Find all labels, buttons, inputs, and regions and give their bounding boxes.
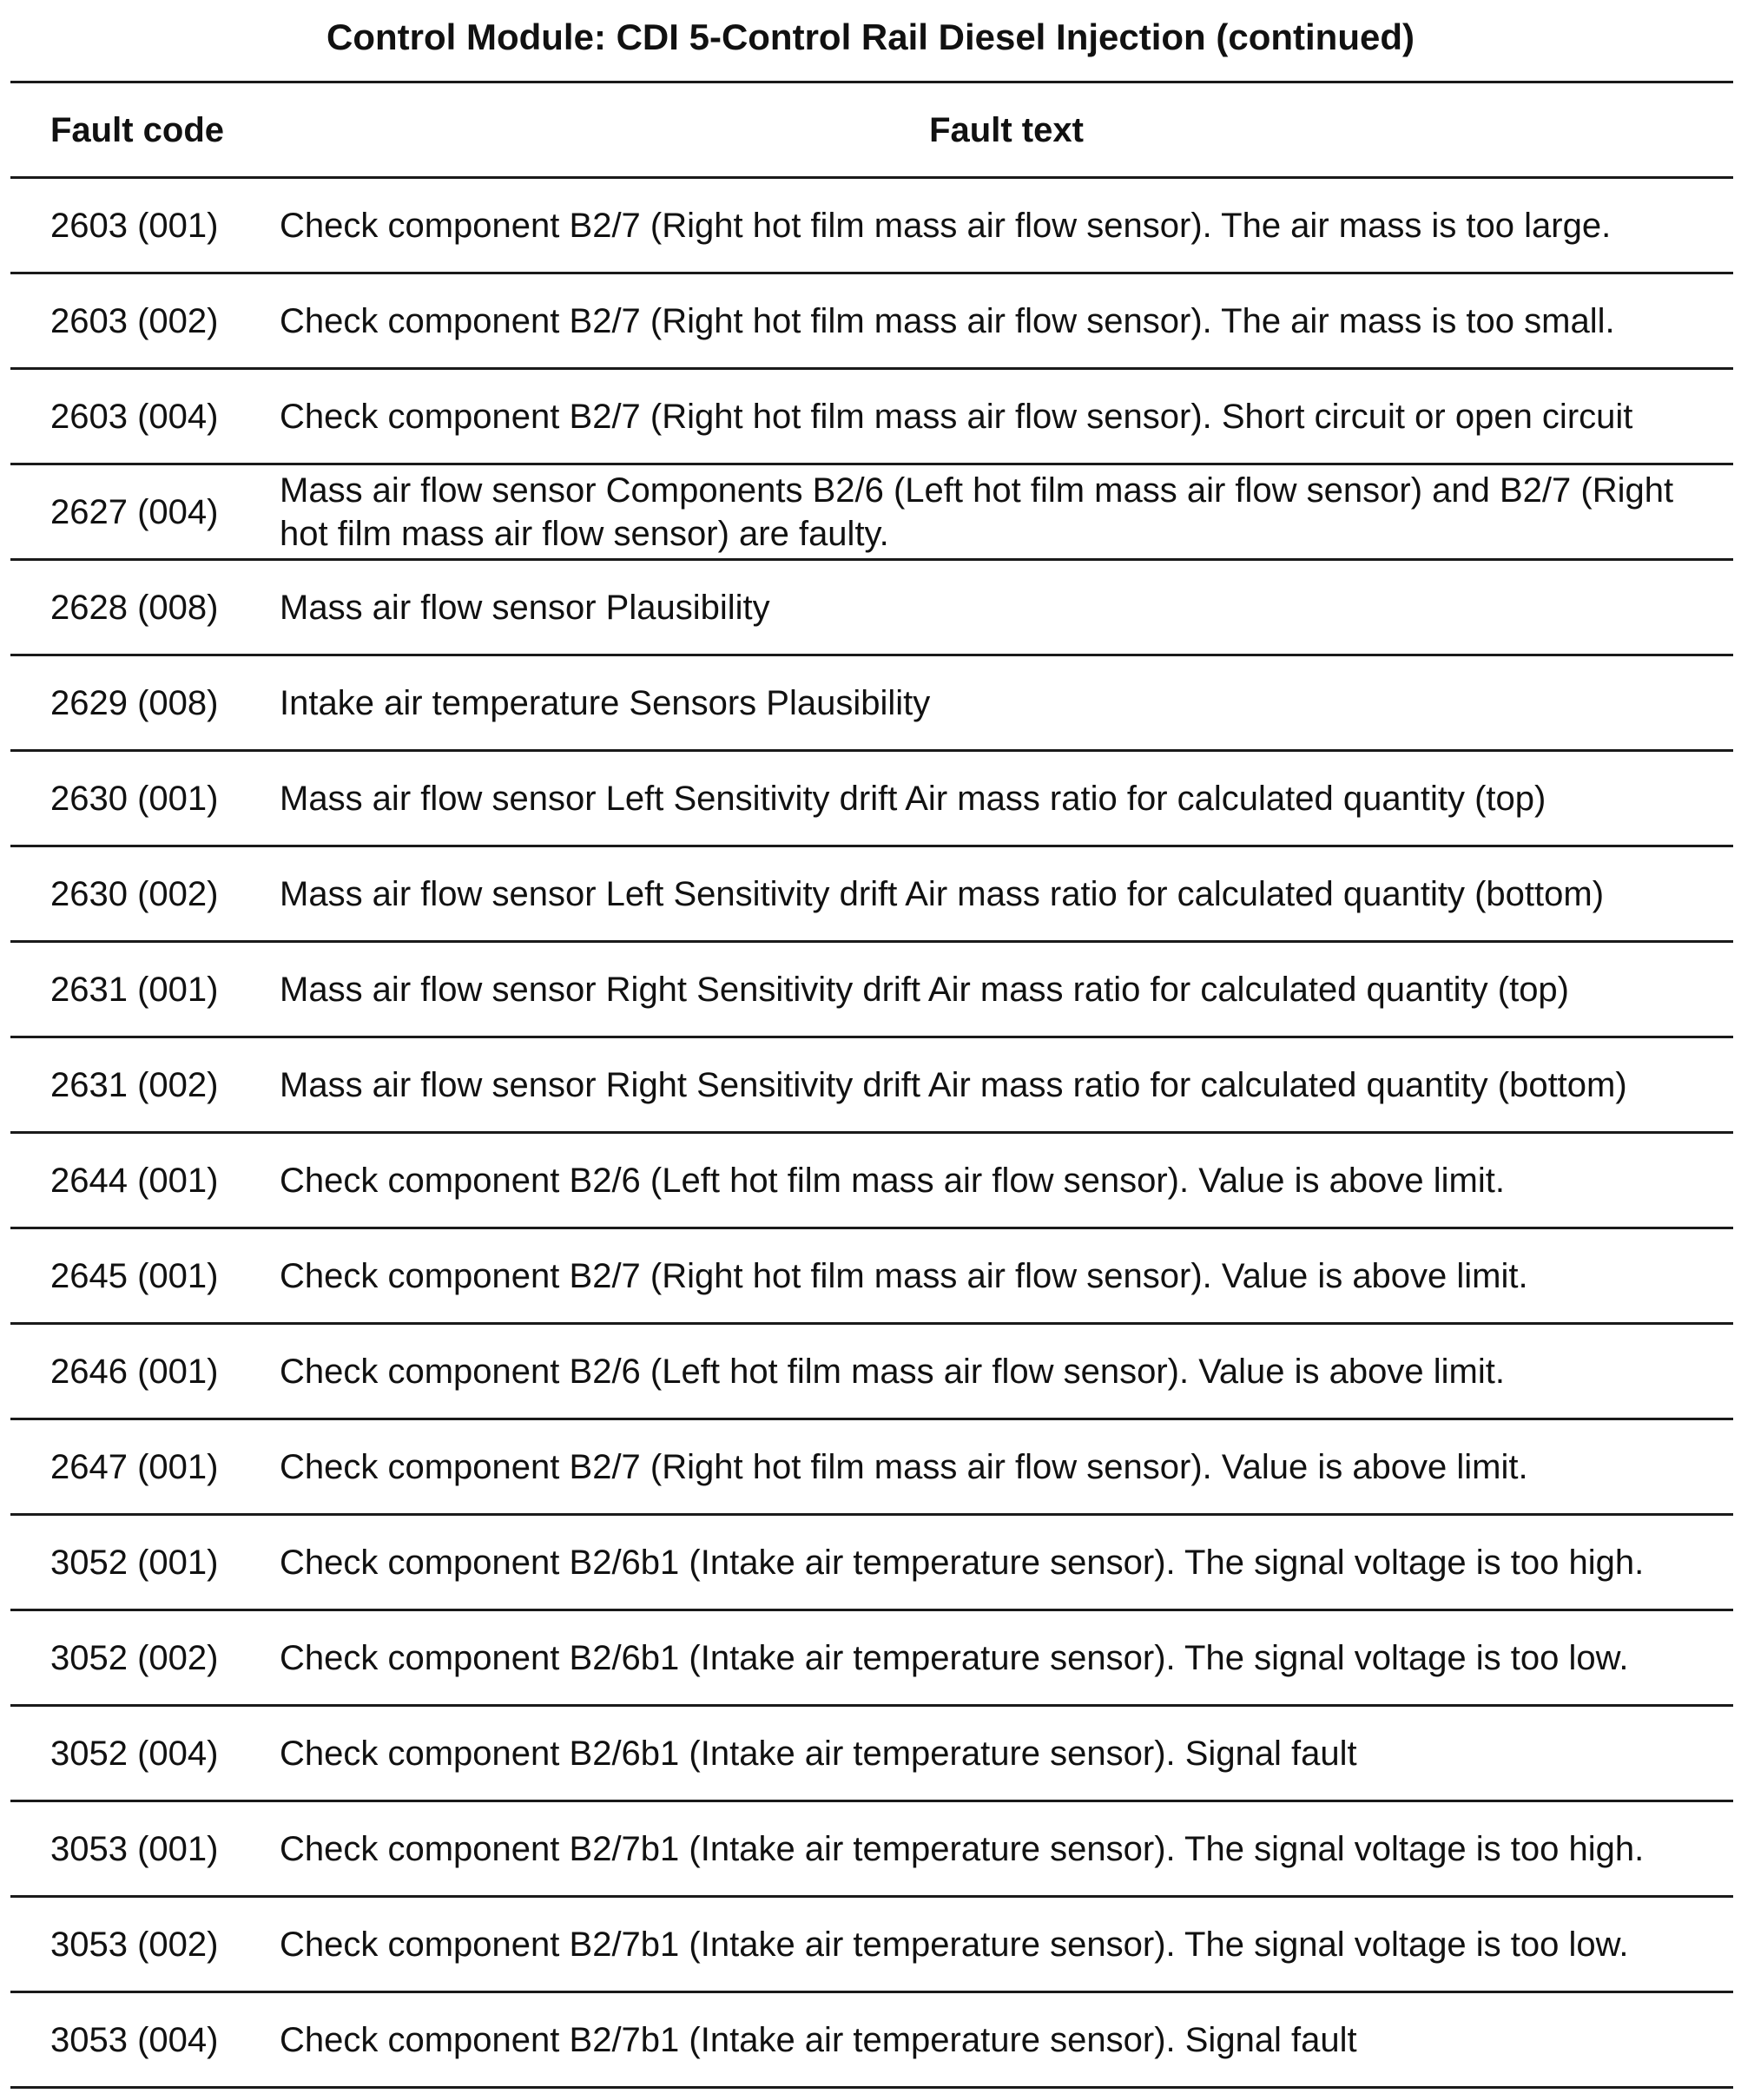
fault-code-cell: 2645 (001) xyxy=(50,1256,219,1295)
table-row xyxy=(10,1229,1733,1325)
table-row xyxy=(10,1611,1733,1707)
fault-code-cell: 3053 (002) xyxy=(50,1925,219,1964)
fault-code-cell: 2603 (004) xyxy=(50,397,219,436)
fault-code-cell: 2628 (008) xyxy=(50,588,219,627)
table-row xyxy=(10,656,1733,752)
table-row xyxy=(10,465,1733,561)
table-header-row xyxy=(10,83,1733,179)
fault-code-cell: 3052 (002) xyxy=(50,1638,219,1677)
fault-code-cell: 2629 (008) xyxy=(50,683,219,722)
fault-code-cell: 2631 (002) xyxy=(50,1065,219,1104)
fault-text-cell: Check component B2/7 (Right hot film mass air flow sensor). The air mass is too small. xyxy=(280,301,1615,340)
fault-code-cell: 2630 (002) xyxy=(50,874,219,913)
table-row xyxy=(10,1325,1733,1420)
table-row xyxy=(10,1134,1733,1229)
table-row xyxy=(10,179,1733,274)
fault-text-cell: Check component B2/7b1 (Intake air temperature sensor). The signal voltage is too low. xyxy=(280,1925,1629,1964)
fault-code-cell: 2646 (001) xyxy=(50,1352,219,1391)
fault-text-cell: Mass air flow sensor Components B2/6 (Left hot film mass air flow sensor) and B2/7 (Right hot film mass air flow sensor) are faulty. xyxy=(280,471,1674,553)
table-row xyxy=(10,1420,1733,1516)
table-row xyxy=(10,1038,1733,1134)
table-row xyxy=(10,561,1733,656)
fault-text-cell: Intake air temperature Sensors Plausibility xyxy=(280,683,931,722)
fault-code-table xyxy=(10,81,1733,2089)
fault-text-cell: Check component B2/7 (Right hot film mass air flow sensor). The air mass is too large. xyxy=(280,206,1612,245)
table-row xyxy=(10,1993,1733,2089)
fault-text-cell: Check component B2/6b1 (Intake air temperature sensor). Signal fault xyxy=(280,1734,1357,1773)
fault-text-cell: Check component B2/6b1 (Intake air temperature sensor). The signal voltage is too low. xyxy=(280,1638,1629,1677)
fault-code-cell: 2630 (001) xyxy=(50,779,219,818)
table-row xyxy=(10,847,1733,943)
fault-code-cell: 2647 (001) xyxy=(50,1447,219,1486)
document-title: Control Module: CDI 5-Control Rail Diesel Injection (continued) xyxy=(326,16,1415,57)
fault-text-cell: Mass air flow sensor Right Sensitivity drift Air mass ratio for calculated quantity (top) xyxy=(280,970,1569,1009)
fault-code-cell: 2644 (001) xyxy=(50,1161,219,1200)
fault-text-cell: Check component B2/6 (Left hot film mass air flow sensor). Value is above limit. xyxy=(280,1352,1505,1391)
table-row xyxy=(10,943,1733,1038)
fault-code-cell: 3053 (001) xyxy=(50,1829,219,1868)
fault-text-cell: Mass air flow sensor Plausibility xyxy=(280,588,770,627)
fault-code-cell: 2603 (002) xyxy=(50,301,219,340)
table-row xyxy=(10,1802,1733,1898)
fault-text-cell: Mass air flow sensor Left Sensitivity drift Air mass ratio for calculated quantity (bottom) xyxy=(280,874,1605,913)
table-row xyxy=(10,1516,1733,1611)
fault-text-cell: Check component B2/7 (Right hot film mass air flow sensor). Value is above limit. xyxy=(280,1256,1528,1295)
fault-text-cell: Check component B2/7b1 (Intake air temperature sensor). The signal voltage is too high. xyxy=(280,1829,1645,1868)
fault-code-cell: 2631 (001) xyxy=(50,970,219,1009)
fault-text-cell: Mass air flow sensor Left Sensitivity drift Air mass ratio for calculated quantity (top) xyxy=(280,779,1546,818)
table-row xyxy=(10,752,1733,847)
column-header-fault-code: Fault code xyxy=(50,110,225,149)
table-row xyxy=(10,370,1733,465)
fault-code-cell: 2627 (004) xyxy=(50,492,219,531)
column-header-fault-text: Fault text xyxy=(929,110,1084,149)
fault-code-cell: 2603 (001) xyxy=(50,206,219,245)
fault-code-cell: 3052 (001) xyxy=(50,1543,219,1582)
table-row xyxy=(10,1898,1733,1993)
fault-text-cell: Mass air flow sensor Right Sensitivity drift Air mass ratio for calculated quantity (bottom) xyxy=(280,1065,1627,1104)
fault-text-cell: Check component B2/7 (Right hot film mass air flow sensor). Short circuit or open circuit xyxy=(280,397,1633,436)
fault-text-cell: Check component B2/7 (Right hot film mass air flow sensor). Value is above limit. xyxy=(280,1447,1528,1486)
fault-code-cell: 3052 (004) xyxy=(50,1734,219,1773)
table-row xyxy=(10,274,1733,370)
table-row xyxy=(10,1707,1733,1802)
fault-text-cell: Check component B2/6b1 (Intake air temperature sensor). The signal voltage is too high. xyxy=(280,1543,1645,1582)
fault-text-cell: Check component B2/6 (Left hot film mass air flow sensor). Value is above limit. xyxy=(280,1161,1505,1200)
fault-code-cell: 3053 (004) xyxy=(50,2020,219,2059)
fault-text-cell: Check component B2/7b1 (Intake air temperature sensor). Signal fault xyxy=(280,2020,1357,2059)
